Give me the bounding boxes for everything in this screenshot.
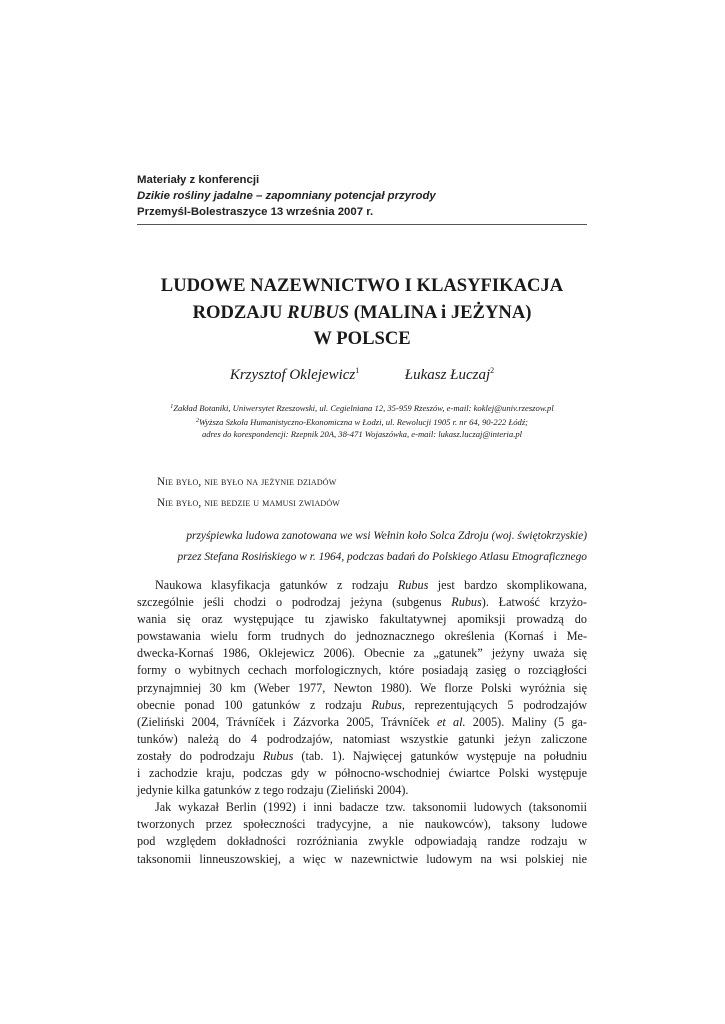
- author-2-sup: 2: [490, 366, 495, 375]
- motto: [157, 472, 587, 514]
- title-line-2: [112, 300, 612, 327]
- title-line-3: W POLSCE: [313, 328, 411, 349]
- authors: [112, 366, 612, 384]
- body-line-9: [137, 714, 587, 731]
- body-line-2-a: szczególnie jeśli chodzi o podrodzaj jeżyna (subgenus: [137, 595, 452, 610]
- body-line-11-a: zostały do podrodzaju: [137, 748, 263, 763]
- article-title: [112, 273, 612, 353]
- body-line-16: pod względem dokładności rozróżniania zwykle odpowiadają randze rodzaju w: [137, 834, 587, 849]
- author-1: Krzysztof Oklejewicz: [229, 367, 356, 383]
- body-line-14: Jak wykazał Berlin (1992) i inni badacze tzw. taksonomii ludowych (taksonomii: [155, 800, 587, 815]
- affiliations: [112, 401, 612, 441]
- body-line-11-c: (tab. 1). Najwięcej gatunków występuje na południu: [293, 748, 587, 763]
- body-line-11-b: Rubus: [262, 748, 294, 763]
- affiliation-2-text: Wyższa Szkoła Humanistyczno-Ekonomiczna w Łodzi, ul. Rewolucji 1905 r. nr 64, 90-222 Łódź;: [198, 416, 529, 427]
- body-line-4: powstawania wielu form trudnych do jednoznacznego określenia (Kornaś i Me-: [137, 629, 587, 644]
- title-line-2-a: RODZAJU: [192, 301, 288, 323]
- body-line-8: [137, 697, 587, 714]
- title-line-2-c: (MALINA i JEŻYNA): [349, 301, 532, 323]
- affiliation-1-sup: 1: [170, 404, 174, 410]
- author-2: Łukasz Łuczaj: [404, 367, 491, 383]
- affiliation-3: adres do korespondencji: Rzepnik 20A, 38-471 Wojaszówka, e-mail: lukasz.luczaj@interia.pl: [201, 429, 523, 439]
- body-line-10: tunków) należą do 4 podrodzajów, natomiast wszystkie gatunki jeżyn zaliczone: [137, 731, 587, 746]
- conference-header: [137, 172, 587, 220]
- body-line-12: i zachodzie kraju, podczas gdy w północno-wschodniej ćwiartce Polski występuje: [137, 766, 587, 781]
- body-line-1: [137, 577, 587, 594]
- body-line-17: taksonomii linneuszowskiej, a więc w nazewnictwie ludowym na wsi polskiej nie: [137, 851, 587, 866]
- header-rule: [137, 224, 587, 225]
- motto-line-1: Nie było, nie było na jeżynie dziadów: [157, 476, 337, 488]
- body-line-9-c: 2005). Maliny (5 ga-: [465, 714, 587, 729]
- body-line-3: wania się oraz występujące tu zjawisko fakultatywnej apomiksji prowadzą do: [137, 612, 587, 627]
- body-line-15: tworzonych przez społeczności tradycyjne, a nie naukowców), taksony ludowe: [137, 817, 587, 832]
- affiliation-2: [112, 415, 612, 429]
- body-line-8-b: Rubus,: [371, 697, 405, 712]
- body-line-1-c: jest bardzo skomplikowana,: [428, 578, 587, 592]
- body-line-6: formy o wybitnych cechach morfologicznych, które posiadają zasięg o rozciągłości: [137, 663, 587, 678]
- header-line-3: Przemyśl-Bolestraszyce 13 września 2007 r.: [137, 206, 374, 218]
- body-line-8-c: reprezentujących 5 podrodzajów: [404, 697, 588, 712]
- title-line-1: LUDOWE NAZEWNICTWO I KLASYFIKACJA: [160, 275, 564, 296]
- source-line-1: przyśpiewka ludowa zanotowana we wsi Wełnin koło Solca Zdroju (woj. świętokrzyskie): [186, 530, 587, 542]
- body-line-1-a: Naukowa klasyfikacja gatunków z rodzaju: [155, 578, 398, 592]
- body-line-5: dwecka-Kornaś 1986, Oklejewicz 2006). Obecnie za „gatunek” jeżyny uważa się: [137, 646, 587, 661]
- body-line-7: przynajmniej 30 km (Weber 1977, Newton 1980). We florze Polski wyróżnia się: [137, 680, 587, 695]
- body-line-2: [137, 594, 587, 611]
- body-text: [137, 577, 587, 868]
- body-line-11: [137, 748, 587, 765]
- affiliation-2-sup: 2: [195, 417, 199, 424]
- source-line-2: przez Stefana Rosińskiego w r. 1964, podczas badań do Polskiego Atlasu Etnograficznego: [177, 551, 587, 563]
- title-genus: RUBUS: [287, 301, 350, 323]
- body-line-1-b: Rubus: [397, 578, 429, 592]
- body-line-2-c: ). Łatwość krzyżo-: [481, 595, 587, 610]
- author-1-sup: 1: [355, 366, 360, 375]
- affiliation-1: [112, 401, 612, 415]
- body-line-9-a: (Zieliński 2004, Trávníček i Zázvorka 2005, Trávníček: [137, 714, 437, 729]
- body-line-13: jedynie kilka gatunków z tego rodzaju (Zieliński 2004).: [137, 783, 409, 798]
- header-line-1: Materiały z konferencji: [137, 174, 260, 186]
- body-line-9-b: et al.: [436, 714, 466, 729]
- motto-line-2: Nie było, nie bedzie u mamusi zwiadów: [157, 497, 340, 509]
- body-line-8-a: obecnie ponad 100 gatunków z rodzaju: [137, 697, 372, 712]
- motto-source: [137, 526, 587, 568]
- body-line-2-b: Rubus: [451, 595, 482, 610]
- header-line-2: Dzikie rośliny jadalne – zapomniany potencjał przyrody: [137, 190, 436, 202]
- affiliation-1-text: Zakład Botaniki, Uniwersytet Rzeszowski, ul. Cegielniana 12, 35-959 Rzeszów, e-mail: koklej@univ.rzeszow.pl: [173, 403, 554, 413]
